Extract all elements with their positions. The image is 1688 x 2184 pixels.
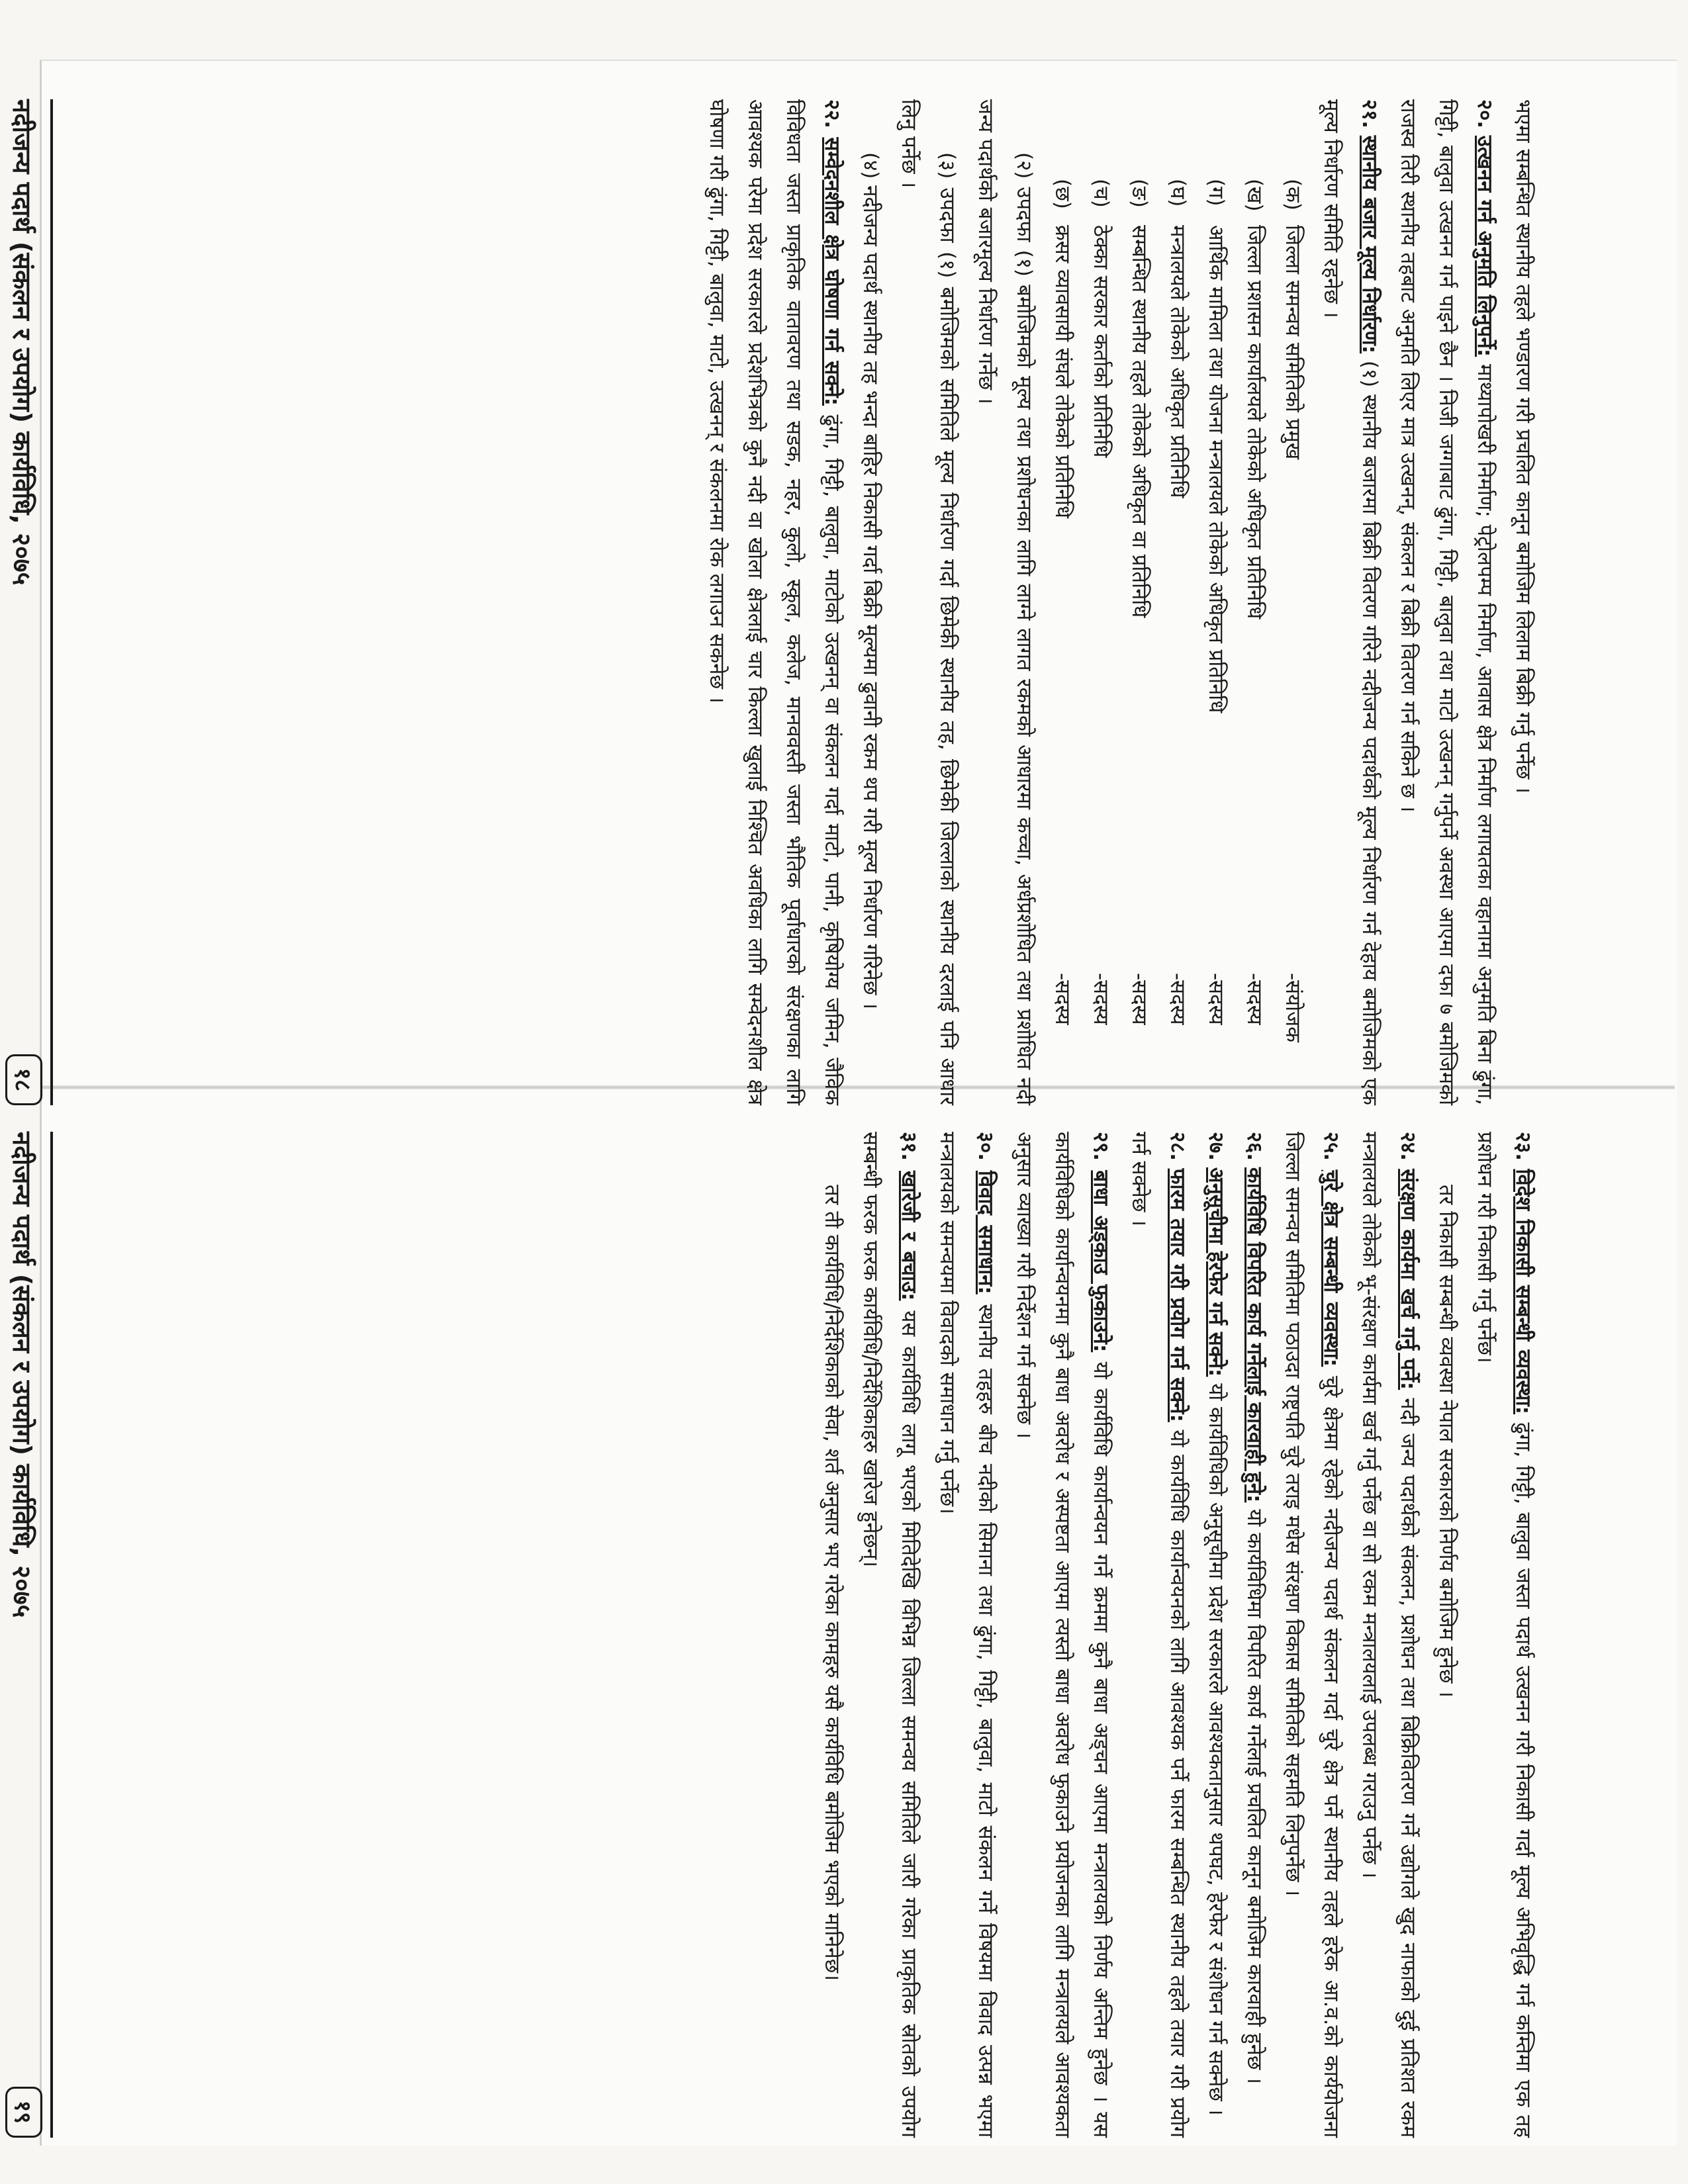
item-text: जिल्ला प्रशासन कार्यालयले तोकेको अधिकृत प्रतिनिधि	[1243, 225, 1266, 619]
section-text: यो कार्यविधिमा विपरित कार्य गर्नेलाई प्रचलित कानून बमोजिम कारवाही हुनेछ ।	[1243, 1509, 1266, 2085]
page-19	[0, 1132, 1542, 2138]
section-heading: विदेश निकासी सम्बन्धी व्यवस्था:	[1511, 1169, 1535, 1415]
section-text: चुरे क्षेत्रमा रहेको नदीजन्य पदार्थ संकलन गर्दा चुरे क्षेत्र पर्ने स्थानीय तहले हरेक आ.व.को कार्ययोजना जिल्ला समन्वय समितिमा पठाउदा राष्ट्रपति चुरे तराइ मधेस संरक्षण विकास समितिको सहमति लिनुपर्नेछ ।	[1281, 1132, 1343, 2138]
section-number: २७.	[1204, 1132, 1228, 1161]
section-23-proviso: तर निकासी सम्बन्धी व्यवस्था नेपाल सरकारको निर्णय बमोजिम हुनेछ ।	[1434, 1185, 1458, 1698]
page-18	[0, 99, 1542, 1105]
section-text: स्थानीय तहहरु बीच नदीको सिमाना तथा ढुंगा, गिट्टी, बालुवा, माटो संकलन गर्ने विषयमा विवाद उत्पन्न भएमा मन्त्रालयको समन्वयमा विवादको समाधान गर्नु पर्नेछ।	[935, 1132, 998, 2138]
list-item	[1082, 179, 1120, 1105]
item-text: आर्थिक मामिला तथा योजना मन्त्रालयले तोकेको अधिकृत प्रतिनिधि	[1204, 225, 1228, 713]
list-item	[1235, 179, 1274, 1105]
section-24	[1350, 1132, 1427, 2138]
item-role: -सदस्य	[1051, 973, 1074, 1025]
section-26	[1235, 1132, 1274, 2138]
subsection-21-3: (३) उपदफा (१) बमोजिमको समितिले मूल्य निर्धारण गर्दा छिमेकी स्थानीय तह, छिमेकी जिल्लाको स्थानीय दरलाई पनि आधार लिनु पर्नेछ ।	[897, 99, 959, 1105]
list-item	[1158, 179, 1197, 1105]
section-31	[851, 1132, 928, 2138]
section-23	[1466, 1132, 1542, 2138]
section-number: २९.	[1089, 1132, 1113, 1161]
section-heading: उत्खनन गर्न अनुमति लिनुपर्ने:	[1473, 135, 1497, 357]
section-heading: फारम तयार गरी प्रयोग गर्न सक्ने:	[1166, 1168, 1190, 1422]
section-heading: अनुसूचीमा हेरफेर गर्न सक्ने:	[1204, 1167, 1228, 1377]
page-footer	[4, 99, 53, 1105]
section-heading: संरक्षण कार्यमा खर्च गर्नु पर्ने:	[1396, 1169, 1420, 1390]
page-number: १९	[5, 2087, 42, 2138]
item-role: -सदस्य	[1204, 973, 1228, 1025]
item-role: -सदस्य	[1089, 973, 1113, 1025]
section-22	[698, 99, 851, 1105]
section-heading: चुरे क्षेत्र सम्बन्धी व्यवस्था:	[1319, 1169, 1343, 1367]
section-29	[1005, 1132, 1120, 2138]
section-number: २३.	[1511, 1132, 1535, 1161]
section-heading: कार्यविधि विपरित कार्य गर्नेलाई कारवाही हुने:	[1243, 1167, 1266, 1503]
section-number: २५.	[1319, 1132, 1343, 1161]
section-text: (१) स्थानीय बजारमा बिक्री वितरण गरिने नदीजन्य पदार्थको मूल्य निर्धारण गर्न देहाय बमोजिमको एक मूल्य निर्धारण समिति रहनेछ ।	[1319, 99, 1382, 1105]
item-role: -सदस्य	[1243, 973, 1266, 1025]
section-text: यो कार्यविधि कार्यान्वयन गर्ने क्रममा कुनै बाधा अड्चन आएमा मन्त्रालयको निर्णय अन्तिम हुनेछ । यस कार्यविधिको कार्यान्वयनमा कुनै बाधा अवरोध र अस्पष्टता आएमा त्यस्तो बाधा अवरोध फुकाउने प्रयोजनका लागि मन्त्रालयले आवश्यकता अनुसार व्याख्या गरी निर्देशन गर्न सक्नेछ ।	[1012, 1132, 1113, 2138]
document-title: नदीजन्य पदार्थ (संकलन र उपयोग) कार्यविधि, २०७५	[7, 1132, 36, 1618]
section-text: यो कार्यविधि कार्यान्वयनको लागि आवश्यक पर्ने फारम सम्बन्धित स्थानीय तहले तयार गरी प्रयोग गर्न सक्नेछ ।	[1127, 1132, 1190, 2138]
section-28	[1120, 1132, 1197, 2138]
section-number: २१.	[1358, 99, 1382, 129]
subsection-21-2: (२) उपदफा (१) बमोजिमको मूल्य तथा प्रशोधनका लागि लाग्ने लागत रकमको आधारमा कच्चा, अर्धप्रशोधित तथा प्रशोधित नदी जन्य पदार्थको बजारमूल्य निर्धारण गर्नेछ ।	[974, 99, 1036, 1105]
item-label: (ग)	[1204, 179, 1228, 206]
item-role: -सदस्य	[1166, 973, 1190, 1025]
item-role: -संयोजक	[1281, 973, 1305, 1042]
item-label: (छ)	[1051, 179, 1074, 209]
section-heading: बाधा अड्काउ फुकाउने:	[1089, 1170, 1113, 1353]
document-title: नदीजन्य पदार्थ (संकलन र उपयोग) कार्यविधि, २०७५	[7, 99, 36, 586]
section-heading: सम्वेदनशील क्षेत्र घोषणा गर्न सक्ने:	[820, 137, 844, 406]
section-number: २६.	[1243, 1132, 1266, 1161]
section-heading: खारेजी र बचाउ:	[897, 1171, 921, 1301]
item-text: सम्बन्धित स्थानीय तहले तोकेको अधिकृत वा प्रतिनिधि	[1127, 225, 1151, 618]
item-label: (च)	[1089, 179, 1113, 208]
section-text: नदी जन्य पदार्थको संकलन, प्रशोधन तथा बिक्रिवितरण गर्ने उद्योगले खुद नाफाको दुई प्रतिशत रकम मन्त्रालयले तोकेको भू-संरक्षण कार्यमा खर्च गर्नु पर्नेछ वा सो रकम मन्त्रालयलाई उपलब्ध गराउनु पर्नेछ ।	[1358, 1132, 1420, 2138]
continuation-text: भएमा सम्बन्धित स्थानीय तहले भण्डारण गरी प्रचलित कानून बमोजिम लिलाम बिक्री गर्नु पर्नेछ ।	[1511, 99, 1535, 794]
section-text: माथ्यापोखरी निर्माण; पेट्रोलपम्प निर्माण, आवास क्षेत्र निर्माण लगायतका वहानामा अनुमति बिना ढुंगा, गिट्टी, बालुवा उत्खनन गर्न पाइने छैन । निजी जग्गाबाट ढुंगा, गिट्टी, बालुवा तथा माटो उत्खनन् गर्नुपर्ने अवस्था आएमा दफा ७ बमोजिमको राजस्व तिरी स्थानीय तहबाट अनुमति लिएर मात्र उत्खनन्, संकलन र बिक्री वितरण गर्न सकिने छ ।	[1396, 99, 1497, 1105]
section-text: यो कार्यविधिको अनुसूचीमा प्रदेश सरकारले आवश्यकतानुसार थपघट, हेरफेर र संशोधन गर्न सक्नेछ ।	[1204, 1383, 1228, 2116]
section-20	[1389, 99, 1504, 1105]
list-item	[1120, 179, 1158, 1105]
section-number: २२.	[820, 99, 844, 129]
list-item	[1274, 179, 1312, 1105]
section-21	[1312, 99, 1389, 1105]
item-label: (ख)	[1243, 179, 1266, 212]
section-25	[1274, 1132, 1350, 2138]
committee-members-list	[1043, 99, 1312, 1105]
section-number: ३०.	[974, 1132, 998, 1161]
section-number: २४.	[1396, 1132, 1420, 1161]
item-text: मन्त्रालयले तोकेको अधिकृत प्रतिनिधि	[1166, 225, 1190, 498]
section-number: २०.	[1473, 99, 1497, 129]
item-label: (ङ)	[1127, 179, 1151, 208]
section-text: ढुंगा, गिट्टी, बालुवा, माटोको उत्खनन् वा संकलन गर्दा माटो, पानी, कृषियोग्य जमिन, जैविक विविधता जस्ता प्राकृतिक वातावरण तथा सडक, नहर, कुलो, स्कूल, कलेज, मानववस्ती जस्ता भौतिक पूर्वाधारको संरक्षणका लागि आवश्यक परेमा प्रदेश सरकारले प्रदेशभित्रको कुनै नदी वा खोला क्षेत्रलाई चार किल्ला खुलाई निश्चित अवधिका लागि सम्वेदनशील क्षेत्र घोषणा गरी ढुंगा, गिट्टी, बालुवा, माटो, उत्खनन् र संकलनमा रोक लगाउन सकनेछ ।	[705, 99, 844, 1106]
section-number: २८.	[1166, 1132, 1190, 1161]
page-footer	[4, 1132, 53, 2138]
section-27	[1197, 1132, 1235, 2138]
item-label: (क)	[1281, 179, 1305, 210]
item-label: (घ)	[1166, 179, 1190, 207]
page-number: १८	[5, 1054, 42, 1105]
item-text: क्रसर व्यावसायी संघले तोकेको प्रतिनिधि	[1051, 225, 1074, 519]
section-text: ढुंगा, गिट्टी, बालुवा जस्ता पदार्थ उत्खनन गरी निकासी गर्दा मूल्य अभिवृद्धि गर्न कम्तिमा एक तह प्रशोधन गरी निकासी गर्नु पर्नेछ।	[1473, 1132, 1535, 2138]
item-text: जिल्ला समन्वय समितिको प्रमुख	[1281, 225, 1305, 460]
page-content	[66, 99, 1542, 1105]
section-heading: स्थानीय बजार मूल्य निर्धारण:	[1358, 135, 1382, 354]
section-30	[928, 1132, 1005, 2138]
section-31-proviso: तर ती कार्यविधि/निर्देशिकाको सेवा, शर्त अनुसार भए गरेका कामहरु यसै कार्यविधि बमोजिम भएको मानिनेछ।	[820, 1185, 844, 1981]
item-role: -सदस्य	[1127, 973, 1151, 1025]
page-content	[66, 1132, 1542, 2138]
section-number: ३१.	[897, 1132, 921, 1161]
section-text: यस कार्यविधि लागू भएको मितिदेखि विभिन्न जिल्ला समन्वय समितिले जारी गरेका प्राकृतिक स्रोतको उपयोग सम्बन्धी फरक फरक कार्यविधि/निर्देशिकाहरु खारेज हुनेछन्।	[859, 1132, 921, 2138]
section-heading: विवाद समाधान:	[974, 1170, 998, 1295]
list-item	[1197, 179, 1235, 1105]
subsection-21-4: (४) नदीजन्य पदार्थ स्थानीय तह भन्दा बाहिर निकासी गर्दा बिक्री मूल्यमा ढुवानी रकम थप गरी मूल्य निर्धारण गरिनेछ ।	[859, 152, 882, 1010]
item-text: ठेक्का सरकार कर्ताको प्रतिनिधि	[1089, 225, 1113, 458]
list-item	[1043, 179, 1082, 1105]
